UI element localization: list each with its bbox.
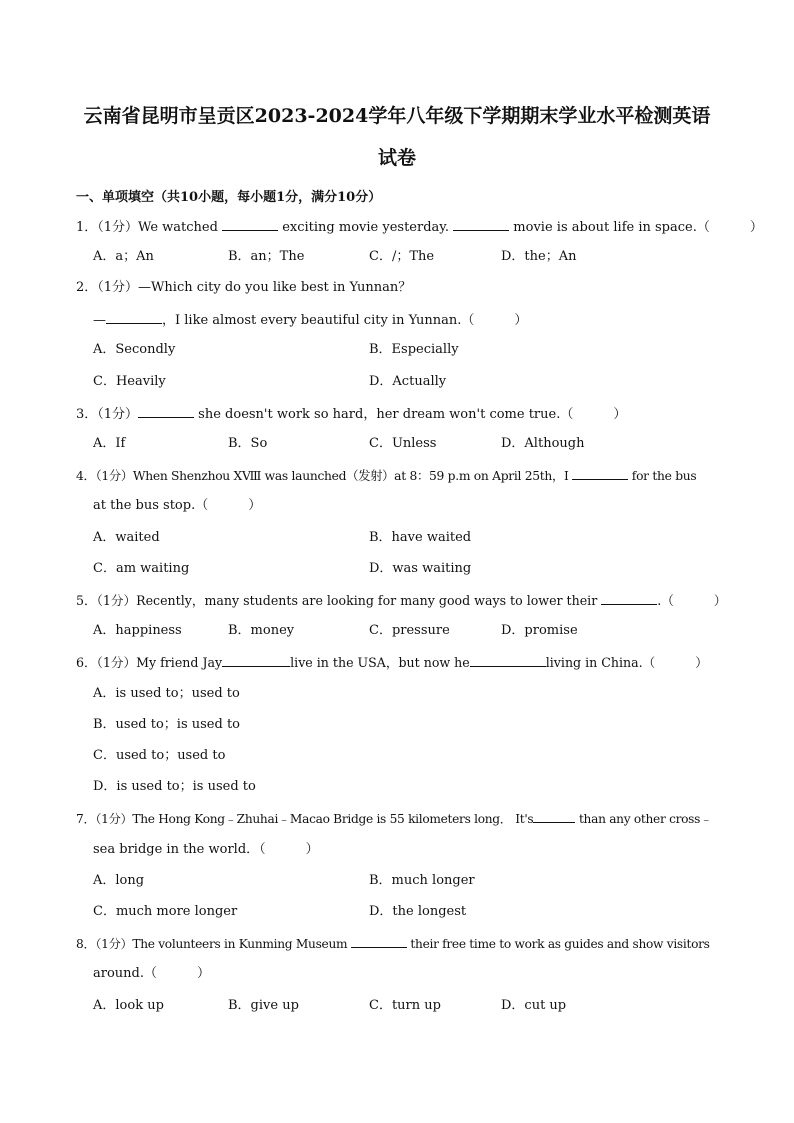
option-c: C．turn up xyxy=(369,998,441,1013)
option-b: B．much longer xyxy=(369,873,475,888)
option-c: C．pressure xyxy=(369,623,450,638)
answer-blank xyxy=(222,654,290,667)
answer-blank xyxy=(601,592,657,605)
answer-blank xyxy=(453,218,509,231)
question-4-line2: at the bus stop.（ ） xyxy=(93,498,262,513)
answer-blank xyxy=(572,467,628,480)
exam-title-line2: 试卷 xyxy=(377,147,416,169)
answer-blank xyxy=(222,218,278,231)
question-number: 8．（1分） xyxy=(76,937,133,951)
answer-blank xyxy=(106,311,162,324)
option-d: D．the；An xyxy=(501,249,577,264)
option-a: A．If xyxy=(93,436,126,451)
option-c: C．/；The xyxy=(369,249,435,264)
option-a: A．long xyxy=(93,873,145,888)
question-number: 6．（1分） xyxy=(76,655,137,670)
exam-title-line1: 云南省昆明市呈贡区2023-2024学年八年级下学期期末学业水平检测英语 xyxy=(83,105,711,127)
question-8: 8．（1分）The volunteers in Kunming Museum their free time to work as guides and show visitors xyxy=(76,937,710,951)
question-6: 6．（1分）My friend Jay live in the USA，but now he living in China.（ ） xyxy=(76,655,708,670)
option-c: C．much more longer xyxy=(93,904,238,919)
option-d: D．Although xyxy=(501,436,585,451)
question-5: 5．（1分）Recently，many students are looking for many good ways to lower their .（ ） xyxy=(76,593,727,608)
option-b: B．used to；is used to xyxy=(93,717,240,732)
option-c: C．am waiting xyxy=(93,561,190,576)
option-a: A．a；An xyxy=(93,249,154,264)
answer-blank xyxy=(533,810,575,823)
question-2-line2: — ，I like almost every beautiful city in Yunnan.（ ） xyxy=(93,313,528,328)
option-b: B．Especially xyxy=(369,342,459,357)
question-number: 5．（1分） xyxy=(76,593,137,608)
option-b: B．an；The xyxy=(228,249,305,264)
question-7-line2: sea bridge in the world．（ ） xyxy=(93,842,319,857)
option-d: D．is used to；is used to xyxy=(93,779,256,794)
option-c: C．used to；used to xyxy=(93,748,226,763)
option-a: A．waited xyxy=(93,530,160,545)
option-a: A．look up xyxy=(93,998,164,1013)
question-number: 1．（1分） xyxy=(76,220,139,235)
question-number: 7．（1分） xyxy=(76,812,133,826)
question-number: 2．（1分） xyxy=(76,280,139,295)
option-c: C．Heavily xyxy=(93,374,166,389)
question-1: 1．（1分）We watched exciting movie yesterday. movie is about life in space.（ ） xyxy=(76,220,763,235)
option-d: D．promise xyxy=(501,623,578,638)
option-b: B．have waited xyxy=(369,530,472,545)
question-number: 4．（1分） xyxy=(76,469,133,483)
question-4: 4．（1分）When Shenzhou XⅧ was launched（发射）at 8：59 p.m on April 25th，I for the bus xyxy=(76,469,697,483)
question-7: 7．（1分）The Hong Kong﹣Zhuhai﹣Macao Bridge is 55 kilometers long． It's than any other cross﹣ xyxy=(76,812,712,826)
option-a: A．Secondly xyxy=(93,342,176,357)
question-8-line2: around.（ ） xyxy=(93,966,211,981)
option-c: C．Unless xyxy=(369,436,437,451)
answer-blank xyxy=(351,935,407,948)
option-d: D．cut up xyxy=(501,998,567,1013)
question-3: 3．（1分） she doesn't work so hard，her dream won't come true.（ ） xyxy=(76,407,627,422)
option-a: A．happiness xyxy=(93,623,182,638)
section-heading: 一、单项填空（共10小题，每小题1分，满分10分） xyxy=(76,190,382,205)
option-b: B．So xyxy=(228,436,268,451)
option-d: D．the longest xyxy=(369,904,467,919)
option-b: B．money xyxy=(228,623,295,638)
question-2: 2．（1分）—Which city do you like best in Yunnan？ xyxy=(76,280,412,295)
option-d: D．Actually xyxy=(369,374,447,389)
question-number: 3．（1分） xyxy=(76,407,139,422)
option-a: A．is used to；used to xyxy=(93,686,240,701)
option-d: D．was waiting xyxy=(369,561,472,576)
option-b: B．give up xyxy=(228,998,299,1013)
answer-blank xyxy=(470,654,546,667)
answer-blank xyxy=(138,405,194,418)
